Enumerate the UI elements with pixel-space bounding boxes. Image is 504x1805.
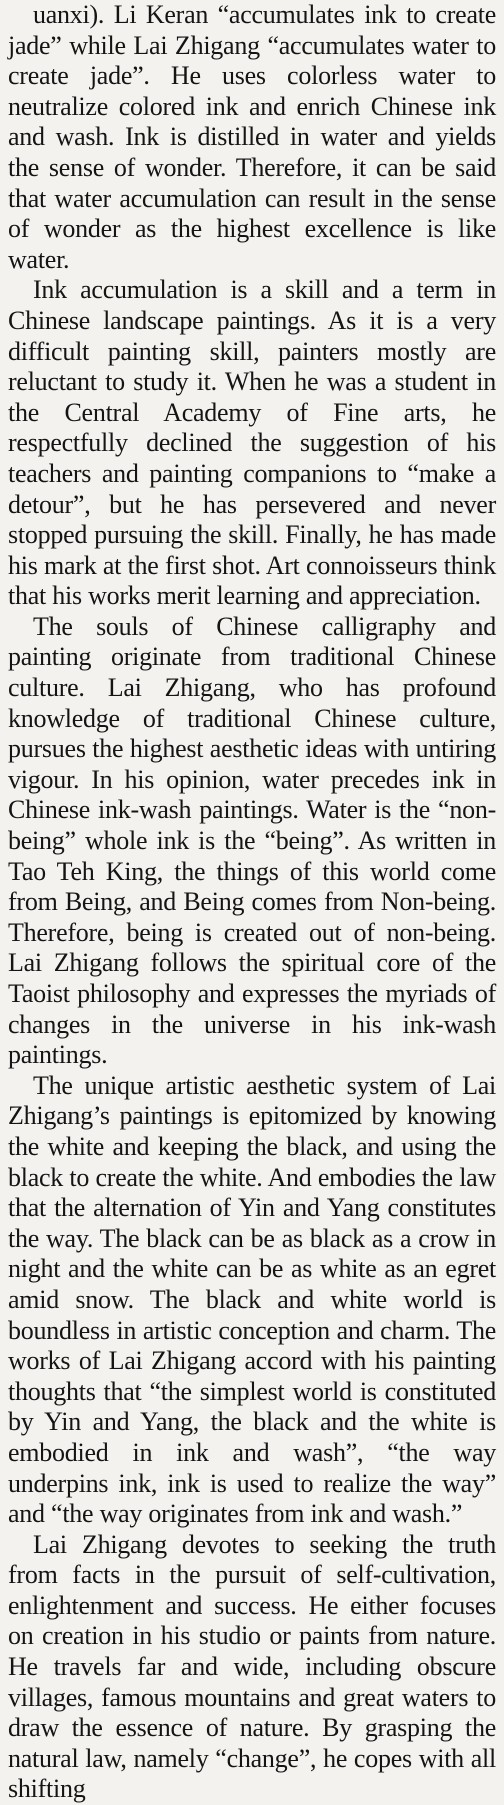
paragraph-1: uanxi). Li Keran “accumulates ink to create jade” while Lai Zhigang “accumulates water to create jade”. He uses colorless water to neutralize colored ink and enrich Chinese ink and wash. Ink is distilled in water and yields the sense of wonder. Therefore, it can be said that water accumulation can result in the sense of wonder as the highest excellence is like water.: [8, 0, 496, 274]
article-body: [8, 0, 496, 1805]
paragraph-5: Lai Zhigang devotes to seeking the truth from facts in the pursuit of self-cultivation, enlightenment and success. He either focuses on creation in his studio or paints from nature. He travels far and wide, including obscure villages, famous mountains and great waters to draw the essence of nature. By grasping the natural law, namely “change”, he copes with all shifting: [8, 1529, 496, 1804]
paragraph-3: The souls of Chinese calligraphy and painting originate from traditional Chinese culture. Lai Zhigang, who has profound knowledge of traditional Chinese culture, pursues the highest aesthetic ideas with untiring vigour. In his opinion, water precedes ink in Chinese ink-wash paintings. Water is the “non-being” whole ink is the “being”. As written in Tao Teh King, the things of this world come from Being, and Being comes from Non-being. Therefore, being is created out of non-being. Lai Zhigang follows the spiritual core of the Taoist philosophy and expresses the myriads of changes in the universe in his ink-wash paintings.: [8, 611, 496, 1070]
paragraph-4: The unique artistic aesthetic system of Lai Zhigang’s paintings is epitomized by knowing the white and keeping the black, and using the black to create the white. And embodies the law that the alternation of Yin and Yang constitutes the way. The black can be as black as a crow in night and the white can be as white as an egret amid snow. The black and white world is boundless in artistic conception and charm. The works of Lai Zhigang accord with his painting thoughts that “the simplest world is constituted by Yin and Yang, the black and the white is embodied in ink and wash”, “the way underpins ink, ink is used to realize the way” and “the way originates from ink and wash.”: [8, 1070, 496, 1529]
paragraph-2: Ink accumulation is a skill and a term in Chinese landscape paintings. As it is a very difficult painting skill, painters mostly are reluctant to study it. When he was a student in the Central Academy of Fine arts, he respectfully declined the suggestion of his teachers and painting companions to “make a detour”, but he has persevered and never stopped pursuing the skill. Finally, he has made his mark at the first shot. Art connoisseurs think that his works merit learning and appreciation.: [8, 275, 496, 611]
